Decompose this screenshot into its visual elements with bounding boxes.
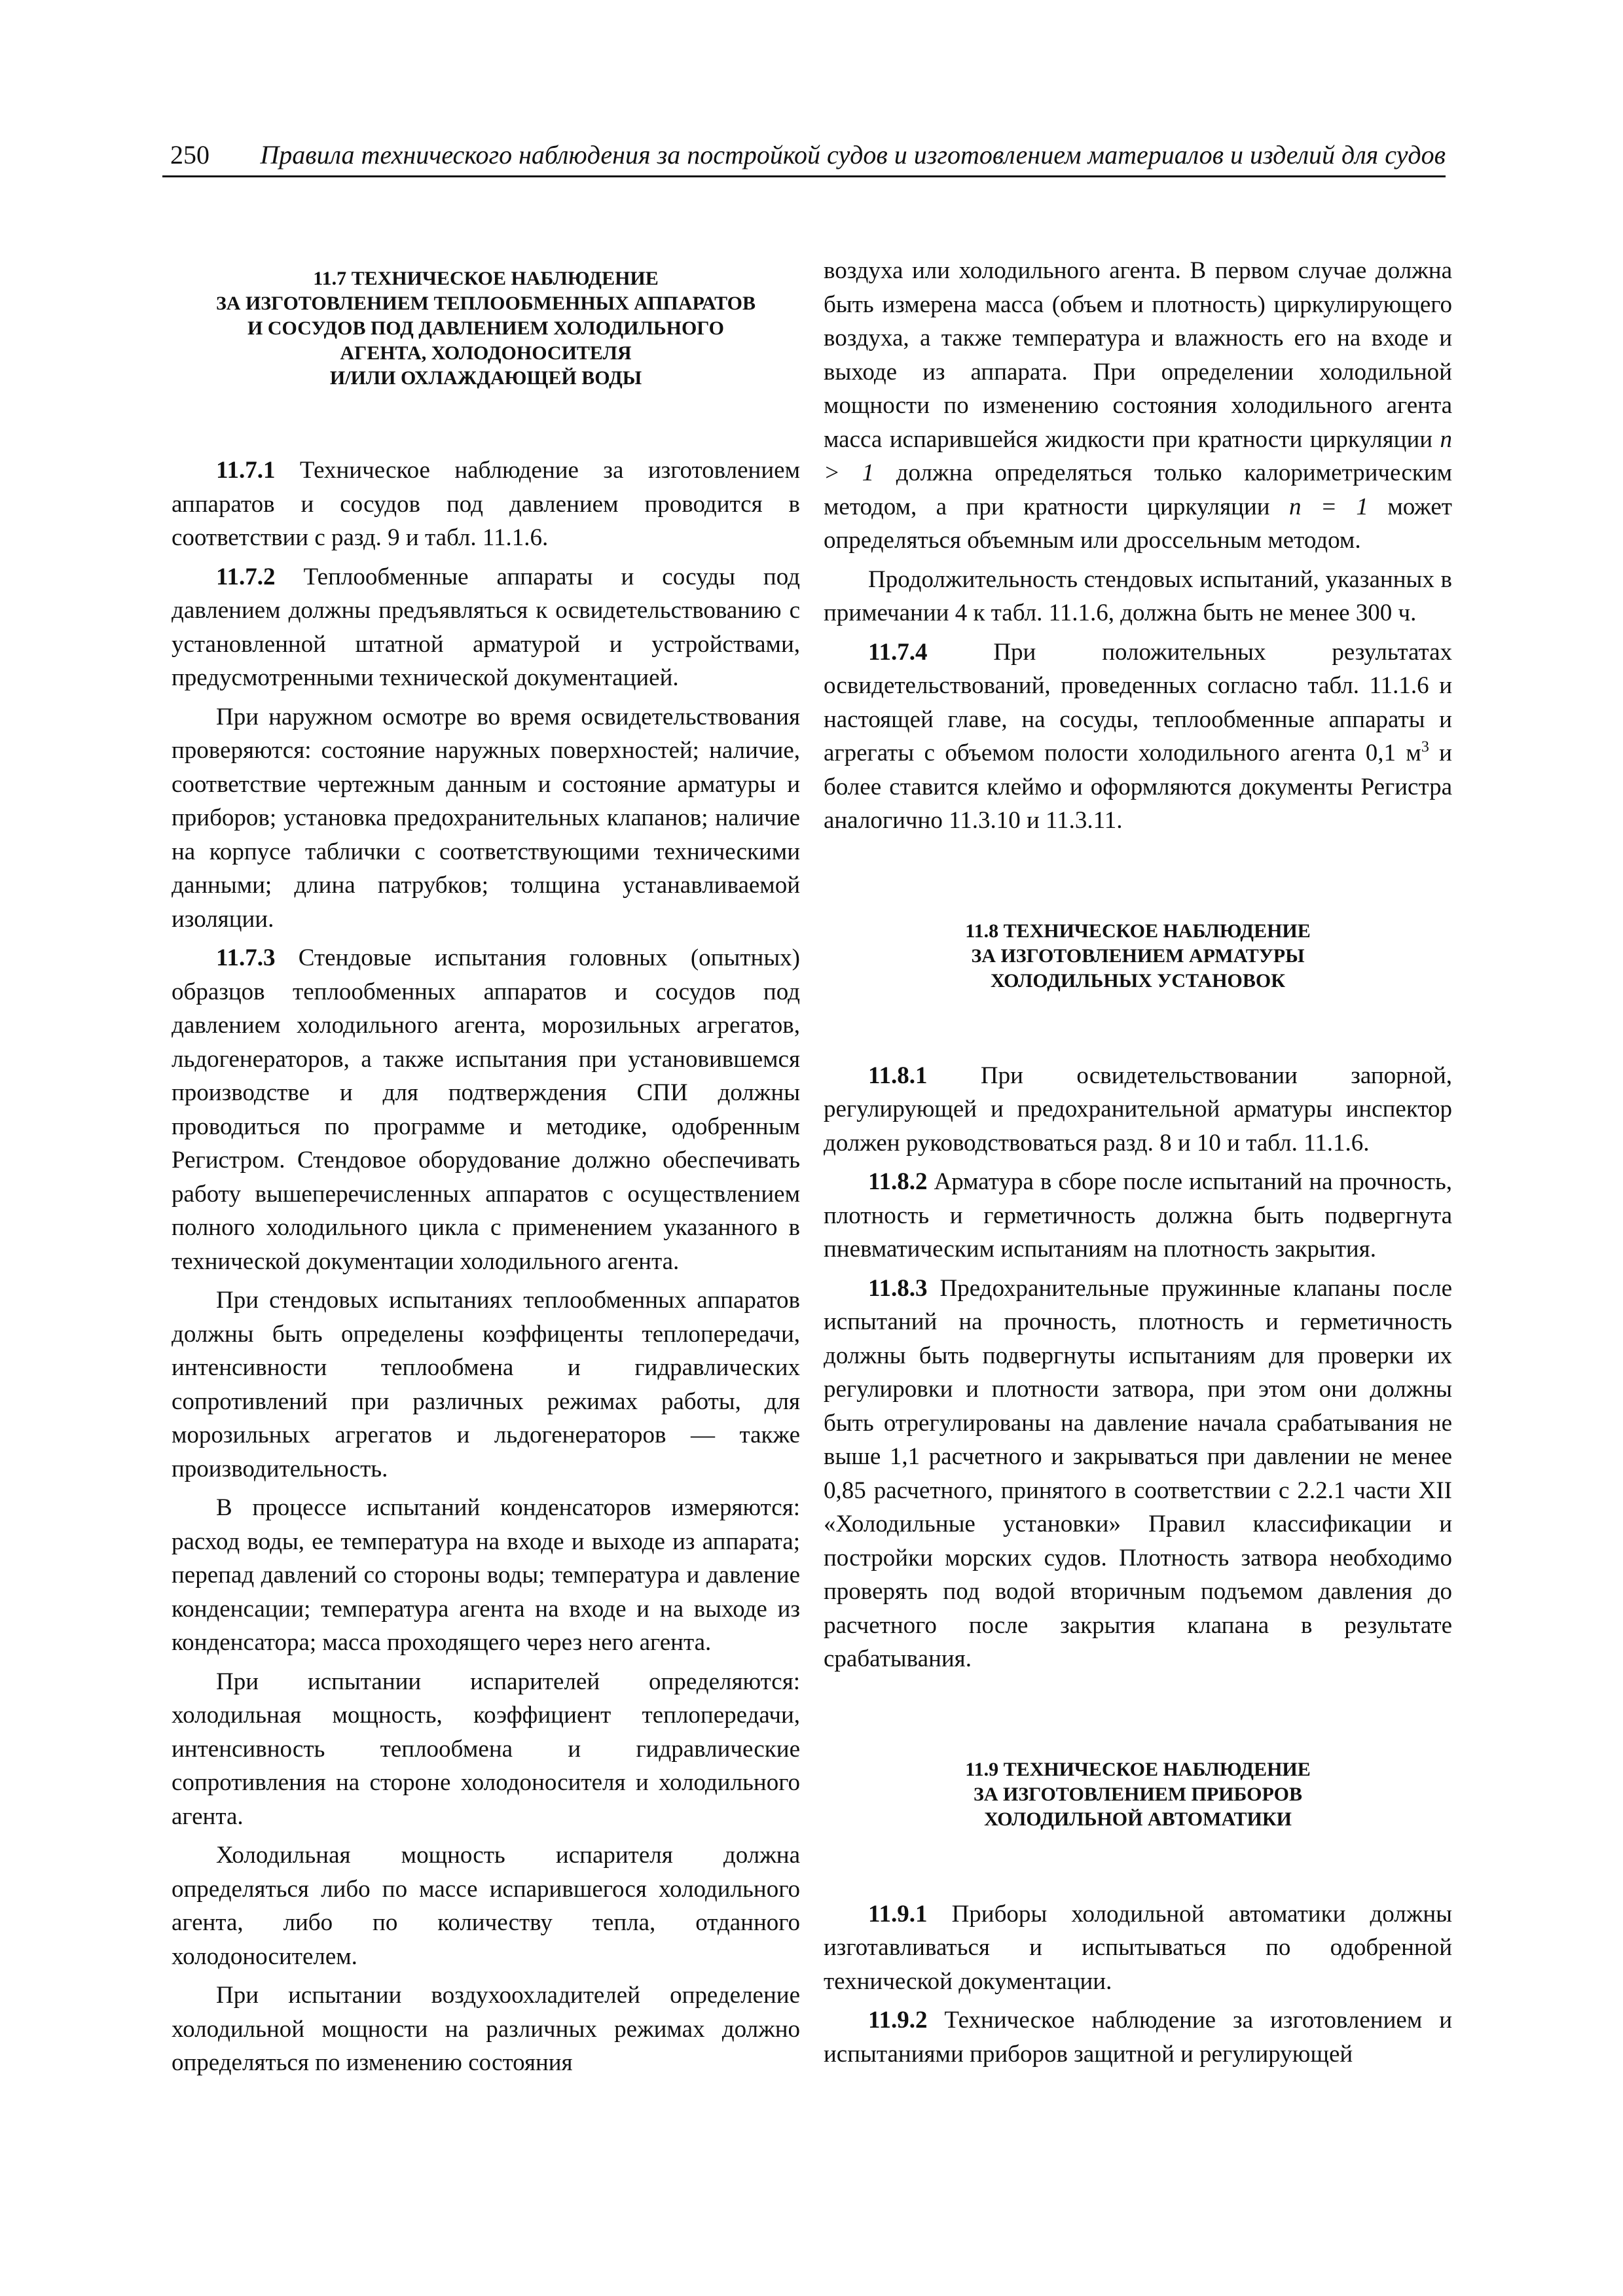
right-column [824,254,1452,2076]
heading-line: И/ИЛИ ОХЛАЖДАЮЩЕЙ ВОДЫ [329,367,642,389]
paragraph-11-9-1 [824,1897,1452,1999]
paragraph-text: и более ставится клеймо и оформляются документы Регистра аналогично 11.3.10 и 11.3.11. [824,740,1452,834]
heading-line: ЗА ИЗГОТОВЛЕНИЕМ ПРИБОРОВ [974,1783,1302,1805]
clause-number: 11.9.1 [868,1900,928,1928]
paragraph-text: должна определяться только калориметрическим методом, а при кратности циркуляции [824,459,1453,520]
paragraph-duration: Продолжительность стендовых испытаний, указанных в примечании 4 к табл. 11.1.6, должна быть не менее 300 ч. [824,565,1452,626]
paragraph-bench-tests: При стендовых испытаниях теплообменных аппаратов должны быть определены коэффиценты теплопередачи, интенсивности теплообмена и гидравлических сопротивлений при различных режимах работы, для морозильных агрегатов и льдогенераторов — также производительность. [172,1287,800,1482]
paragraph-text: Предохранительные пружинные клапаны после испытаний на прочность, плотность и герметичность должны быть подвергнуты испытаниям для проверки их регулировки и плотности затвора, при этом они должны быть отрегулированы на давление начала срабатывания не выше 1,1 расчетного и закрываться при давлении не менее 0,85 расчетного, принятого в соответствии с 2.2.1 части XII «Холодильные установки» Правил классификации и постройки морских судов. Плотность затвора необходимо проверять под водой вторичным подъемом давления до расчетного после закрытия клапана в результате срабатывания. [824,1274,1452,1672]
heading-line: И СОСУДОВ ПОД ДАВЛЕНИЕМ ХОЛОДИЛЬНОГО [247,317,724,339]
paragraph-11-7-2 [172,560,800,695]
paragraph-text: Техническое наблюдение за изготовлением и испытаниями приборов защитной и регулирующей [824,2007,1452,2068]
paragraph-condensers: В процессе испытаний конденсаторов измеряются: расход воды, ее температура на входе и выходе из аппарата; перепад давлений со стороны воды; температура и давление конденсации; температура агента на входе и на выходе из конденсатора; масса проходящего через него агента. [172,1494,800,1656]
formula: n = 1 [1289,493,1368,520]
section-heading-11-9 [824,1757,1452,1832]
paragraph-text: Арматура в сборе после испытаний на прочность, плотность и герметичность должна быть подвергнута пневматическим испытаниям на плотность закрытия. [824,1168,1452,1263]
heading-line: ЗА ИЗГОТОВЛЕНИЕМ ТЕПЛООБМЕННЫХ АППАРАТОВ [215,293,756,314]
clause-number: 11.7.3 [216,944,276,971]
section-heading-11-8 [824,919,1452,994]
paragraph-continuation [824,254,1452,558]
page-number: 250 [170,140,210,170]
paragraph-text: Стендовые испытания головных (опытных) образцов теплообменных аппаратов и сосудов под давлением холодильного агента, морозильных агрегатов, льдогенераторов, а также испытания при установившемся производстве и для подтверждения СПИ должны проводиться по программе и методике, одобренным Регистром. Стендовое оборудование должно обеспечивать работу вышеперечисленных аппаратов с осуществлением полного холодильного цикла с применением указанного в технической документации холодильного агента. [172,944,800,1275]
paragraph-11-9-2 [824,2003,1452,2071]
paragraph-11-8-3 [824,1272,1452,1676]
paragraph-text: При положительных результатах освидетельствований, проведенных согласно табл. 11.1.6 и настоящей главе, на сосуды, теплообменные аппараты и агрегаты с объемом полости холодильного агента 0,1 м [824,638,1452,766]
left-column [172,259,800,2085]
running-title: Правила технического наблюдения за постройкой судов и изготовлением материалов и изделий для судов [260,140,1446,170]
paragraph-inspection: При наружном осмотре во время освидетельствования проверяются: состояние наружных поверхностей; наличие, соответствие чертежным данным и состояние арматуры и приборов; установка предохранительных клапанов; наличие на корпусе таблички с соответствующими техническими данными; длина патрубков; толщина устанавливаемой изоляции. [172,703,800,933]
paragraph-11-7-3 [172,941,800,1278]
heading-line: ЗА ИЗГОТОВЛЕНИЕМ АРМАТУРЫ [971,944,1305,967]
paragraph-text: воздуха или холодильного агента. В первом случае должна быть измерена масса (объем и плотность) циркулирующего воздуха, а также температура и влажность его на входе и выходе из аппарата. При определении холодильной мощности по изменению состояния холодильного агента масса испарившейся жидкости при кратности циркуляции [824,257,1452,453]
paragraph-text: может определяться объемным или дроссельным методом. [824,493,1452,554]
clause-number: 11.8.1 [868,1062,928,1089]
paragraph-text: Приборы холодильной автоматики должны изготавливаться и испытываться по одобренной технической документации. [824,1900,1452,1995]
clause-number: 11.7.2 [216,563,276,590]
paragraph-text: Техническое наблюдение за изготовлением аппаратов и сосудов под давлением проводится в соответствии с разд. 9 и табл. 11.1.6. [172,457,800,551]
clause-number: 11.7.4 [868,638,928,666]
formula: n > 1 [824,425,1452,486]
heading-line: 11.9 ТЕХНИЧЕСКОЕ НАБЛЮДЕНИЕ [965,1758,1311,1780]
clause-number: 11.9.2 [868,2007,928,2034]
paragraph-11-7-4 [824,636,1452,838]
superscript: 3 [1421,738,1429,756]
paragraph-text: При освидетельствовании запорной, регулирующей и предохранительной арматуры инспектор должен руководствоваться разд. 8 и 10 и табл. 11.1.6. [824,1062,1452,1157]
paragraph-11-8-2 [824,1165,1452,1266]
heading-line: ХОЛОДИЛЬНОЙ АВТОМАТИКИ [984,1808,1292,1830]
heading-line: ХОЛОДИЛЬНЫХ УСТАНОВОК [991,969,1285,992]
paragraph-air-coolers: При испытании воздухоохладителей определение холодильной мощности на различных режимах должно определяться по изменению состояния [172,1982,800,2076]
heading-line: 11.8 ТЕХНИЧЕСКОЕ НАБЛЮДЕНИЕ [965,920,1311,942]
clause-number: 11.8.3 [868,1274,928,1302]
header-rule [162,175,1446,177]
section-heading-11-7 [172,259,800,391]
paragraph-text: Теплообменные аппараты и сосуды под давлением должны предъявляться к освидетельствованию с установленной штатной арматурой и устройствами, предусмотренными технической документацией. [172,563,800,691]
page-header [162,139,1446,179]
paragraph-evaporators: При испытании испарителей определяются: холодильная мощность, коэффициент теплопередачи, интенсивность теплообмена и гидравлические сопротивления на стороне холодоносителя и холодильного агента. [172,1668,800,1830]
heading-line: 11.7 ТЕХНИЧЕСКОЕ НАБЛЮДЕНИЕ [313,268,659,289]
paragraph-11-8-1 [824,1059,1452,1160]
heading-line: АГЕНТА, ХОЛОДОНОСИТЕЛЯ [340,342,632,364]
clause-number: 11.8.2 [868,1168,928,1195]
clause-number: 11.7.1 [216,457,276,484]
paragraph-capacity: Холодильная мощность испарителя должна определяться либо по массе испарившегося холодильного агента, либо по количеству тепла, отданного холодоносителем. [172,1842,800,1970]
paragraph-11-7-1 [172,454,800,555]
